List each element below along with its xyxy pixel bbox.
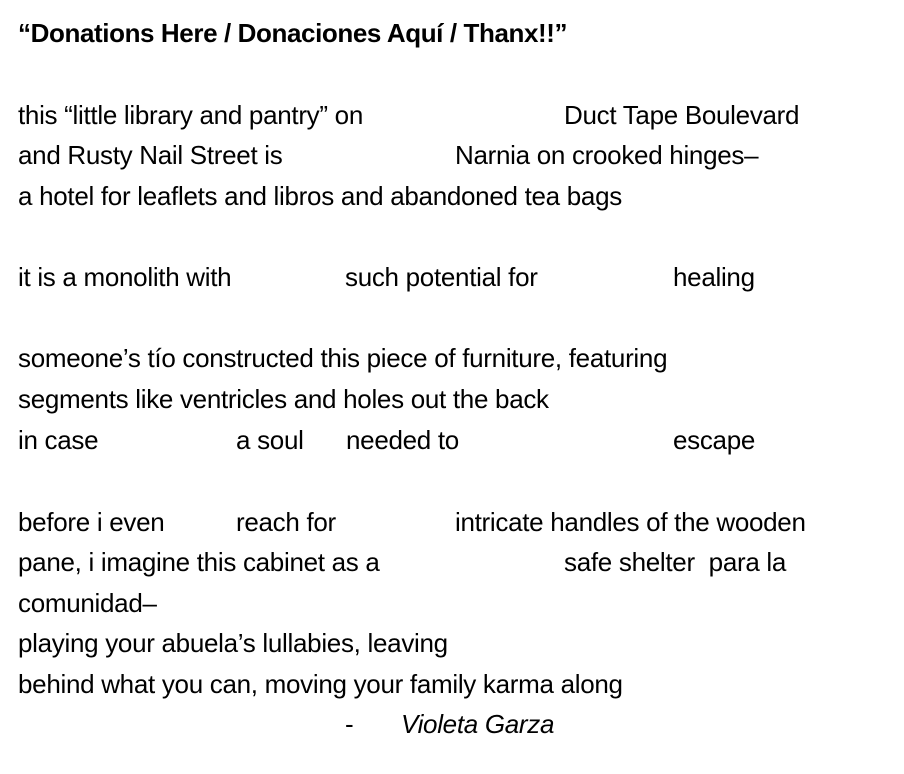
author-name: Violeta Garza <box>401 709 555 739</box>
stanza3-line2: segments like ventricles and holes out the back <box>18 384 549 414</box>
poem-title: “Donations Here / Donaciones Aquí / Thanx!!” <box>18 18 568 48</box>
stanza4-line1-part-c: intricate handles of the wooden <box>455 507 806 537</box>
stanza4-line3: comunidad– <box>18 588 157 618</box>
stanza3-line3-part-a: in case <box>18 425 99 455</box>
stanza4-line4: playing your abuela’s lullabies, leaving <box>18 628 448 658</box>
stanza2-line1-part-c: healing <box>673 262 755 292</box>
stanza3-line1: someone’s tío constructed this piece of furniture, featuring <box>18 343 668 373</box>
stanza4-line5: behind what you can, moving your family karma along <box>18 669 623 699</box>
stanza1-line2-part-b: Narnia on crooked hinges– <box>455 140 759 170</box>
stanza1-line1-part-a: this “little library and pantry” on <box>18 100 363 130</box>
stanza1-line1-part-b: Duct Tape Boulevard <box>564 100 800 130</box>
stanza4-line2-part-b: safe shelter para la <box>564 547 787 577</box>
stanza3-line3-part-d: escape <box>673 425 756 455</box>
stanza2-line1-part-a: it is a monolith with <box>18 262 232 292</box>
stanza1-line2-part-a: and Rusty Nail Street is <box>18 140 283 170</box>
stanza3-line3-part-c: needed to <box>346 425 459 455</box>
stanza3-line3-part-b: a soul <box>236 425 304 455</box>
stanza4-line2-part-a: pane, i imagine this cabinet as a <box>18 547 380 577</box>
signature-dash: - <box>345 709 354 739</box>
stanza1-line3: a hotel for leaflets and libros and abandoned tea bags <box>18 181 622 211</box>
stanza4-line1-part-a: before i even <box>18 507 165 537</box>
stanza4-line1-part-b: reach for <box>236 507 336 537</box>
stanza2-line1-part-b: such potential for <box>345 262 538 292</box>
